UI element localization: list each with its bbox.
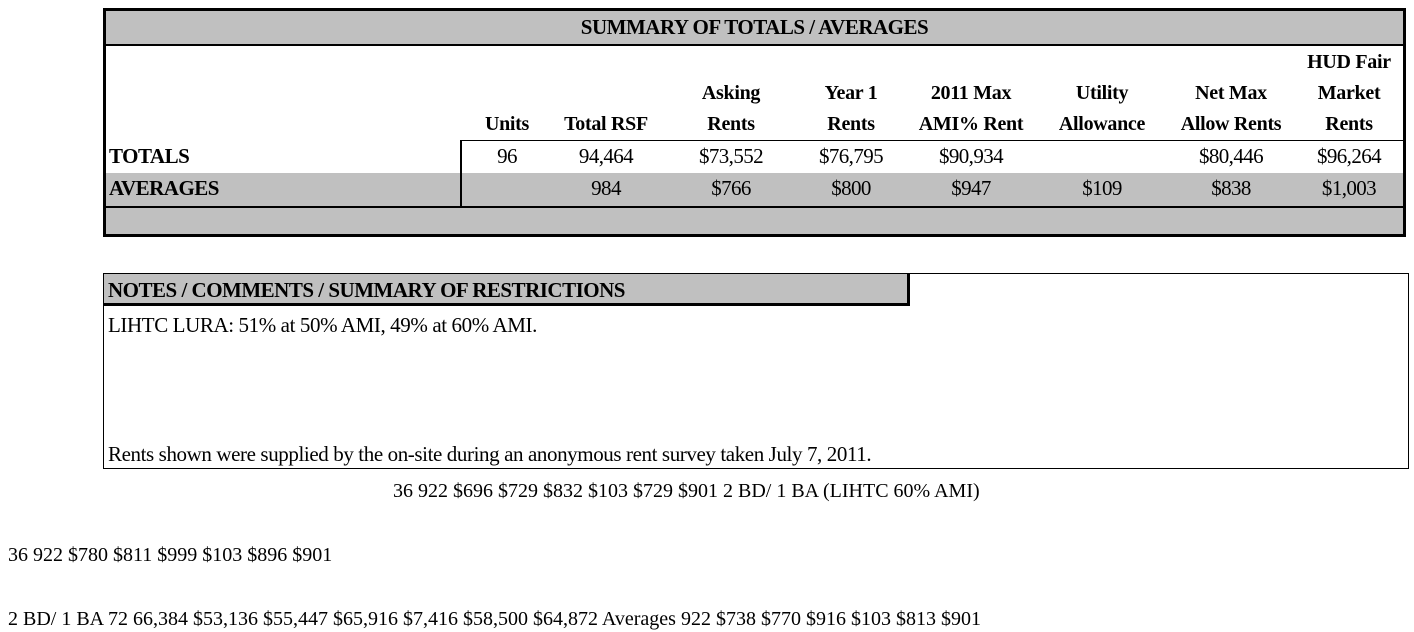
- totals-divider: [460, 140, 1403, 141]
- header-max-rent-line2: AMI% Rent: [918, 113, 1024, 135]
- header-net-max: [1166, 78, 1296, 140]
- header-asking-line2: Rents: [707, 113, 755, 135]
- header-hud-line2: Market: [1317, 82, 1381, 104]
- summary-footer-band: [106, 208, 1403, 234]
- notes-box: [103, 273, 1409, 469]
- totals-asking: $73,552: [698, 144, 764, 168]
- notes-line-survey: Rents shown were supplied by the on-site during an anonymous rent survey taken July 7, 2011.: [108, 442, 872, 466]
- totals-max-rent: $90,934: [938, 144, 1004, 168]
- header-hud-line1: HUD Fair: [1307, 51, 1391, 73]
- averages-max-rent: $947: [951, 176, 991, 200]
- averages-year1: $800: [831, 176, 871, 200]
- header-net-max-line1: Net Max: [1195, 82, 1267, 104]
- header-asking-rents: [676, 78, 786, 140]
- totals-hud: $96,264: [1316, 144, 1382, 168]
- averages-hud: $1,003: [1321, 176, 1377, 200]
- header-total-rsf-line: Total RSF: [564, 113, 648, 135]
- totals-net-max: $80,446: [1198, 144, 1264, 168]
- header-total-rsf: [546, 109, 666, 140]
- summary-title: SUMMARY OF TOTALS / AVERAGES: [106, 11, 1403, 46]
- header-asking-line1: Asking: [701, 82, 761, 104]
- header-units-line: Units: [484, 113, 530, 135]
- averages-asking: $766: [711, 176, 751, 200]
- header-utility-allowance: [1042, 78, 1162, 140]
- averages-label: AVERAGES: [109, 176, 219, 200]
- totals-total-rsf: 94,464: [578, 144, 634, 168]
- notes-header: NOTES / COMMENTS / SUMMARY OF RESTRICTIONS: [104, 274, 910, 306]
- averages-utility: $109: [1082, 176, 1122, 200]
- header-year1-line2: Rents: [827, 113, 875, 135]
- averages-total-rsf: 984: [591, 176, 621, 200]
- header-hud-line3: Rents: [1325, 113, 1373, 135]
- totals-year1: $76,795: [818, 144, 884, 168]
- header-year1-line1: Year 1: [824, 82, 878, 104]
- notes-line-lura: LIHTC LURA: 51% at 50% AMI, 49% at 60% AMI.: [108, 313, 537, 337]
- loose-text-line-3: 2 BD/ 1 BA 72 66,384 $53,136 $55,447 $65,916 $7,416 $58,500 $64,872 Averages 922 $738 $770 $916 $103 $813 $901: [8, 608, 981, 630]
- header-net-max-line2: Allow Rents: [1180, 113, 1282, 135]
- header-year1-rents: [796, 78, 906, 140]
- totals-units: 96: [497, 144, 517, 168]
- loose-text-line-1: 36 922 $696 $729 $832 $103 $729 $901 2 BD/ 1 BA (LIHTC 60% AMI): [393, 480, 980, 502]
- averages-net-max: $838: [1211, 176, 1251, 200]
- header-utility-line2: Allowance: [1058, 113, 1146, 135]
- header-utility-line1: Utility: [1075, 82, 1129, 104]
- header-hud-fmr: [1294, 47, 1404, 140]
- header-max-rent-line1: 2011 Max: [930, 82, 1012, 104]
- label-column-divider: [460, 140, 462, 206]
- header-max-rent: [906, 78, 1036, 140]
- summary-table: [103, 8, 1406, 237]
- totals-label: TOTALS: [109, 144, 190, 168]
- header-units: [474, 109, 540, 140]
- loose-text-line-2: 36 922 $780 $811 $999 $103 $896 $901: [8, 544, 333, 566]
